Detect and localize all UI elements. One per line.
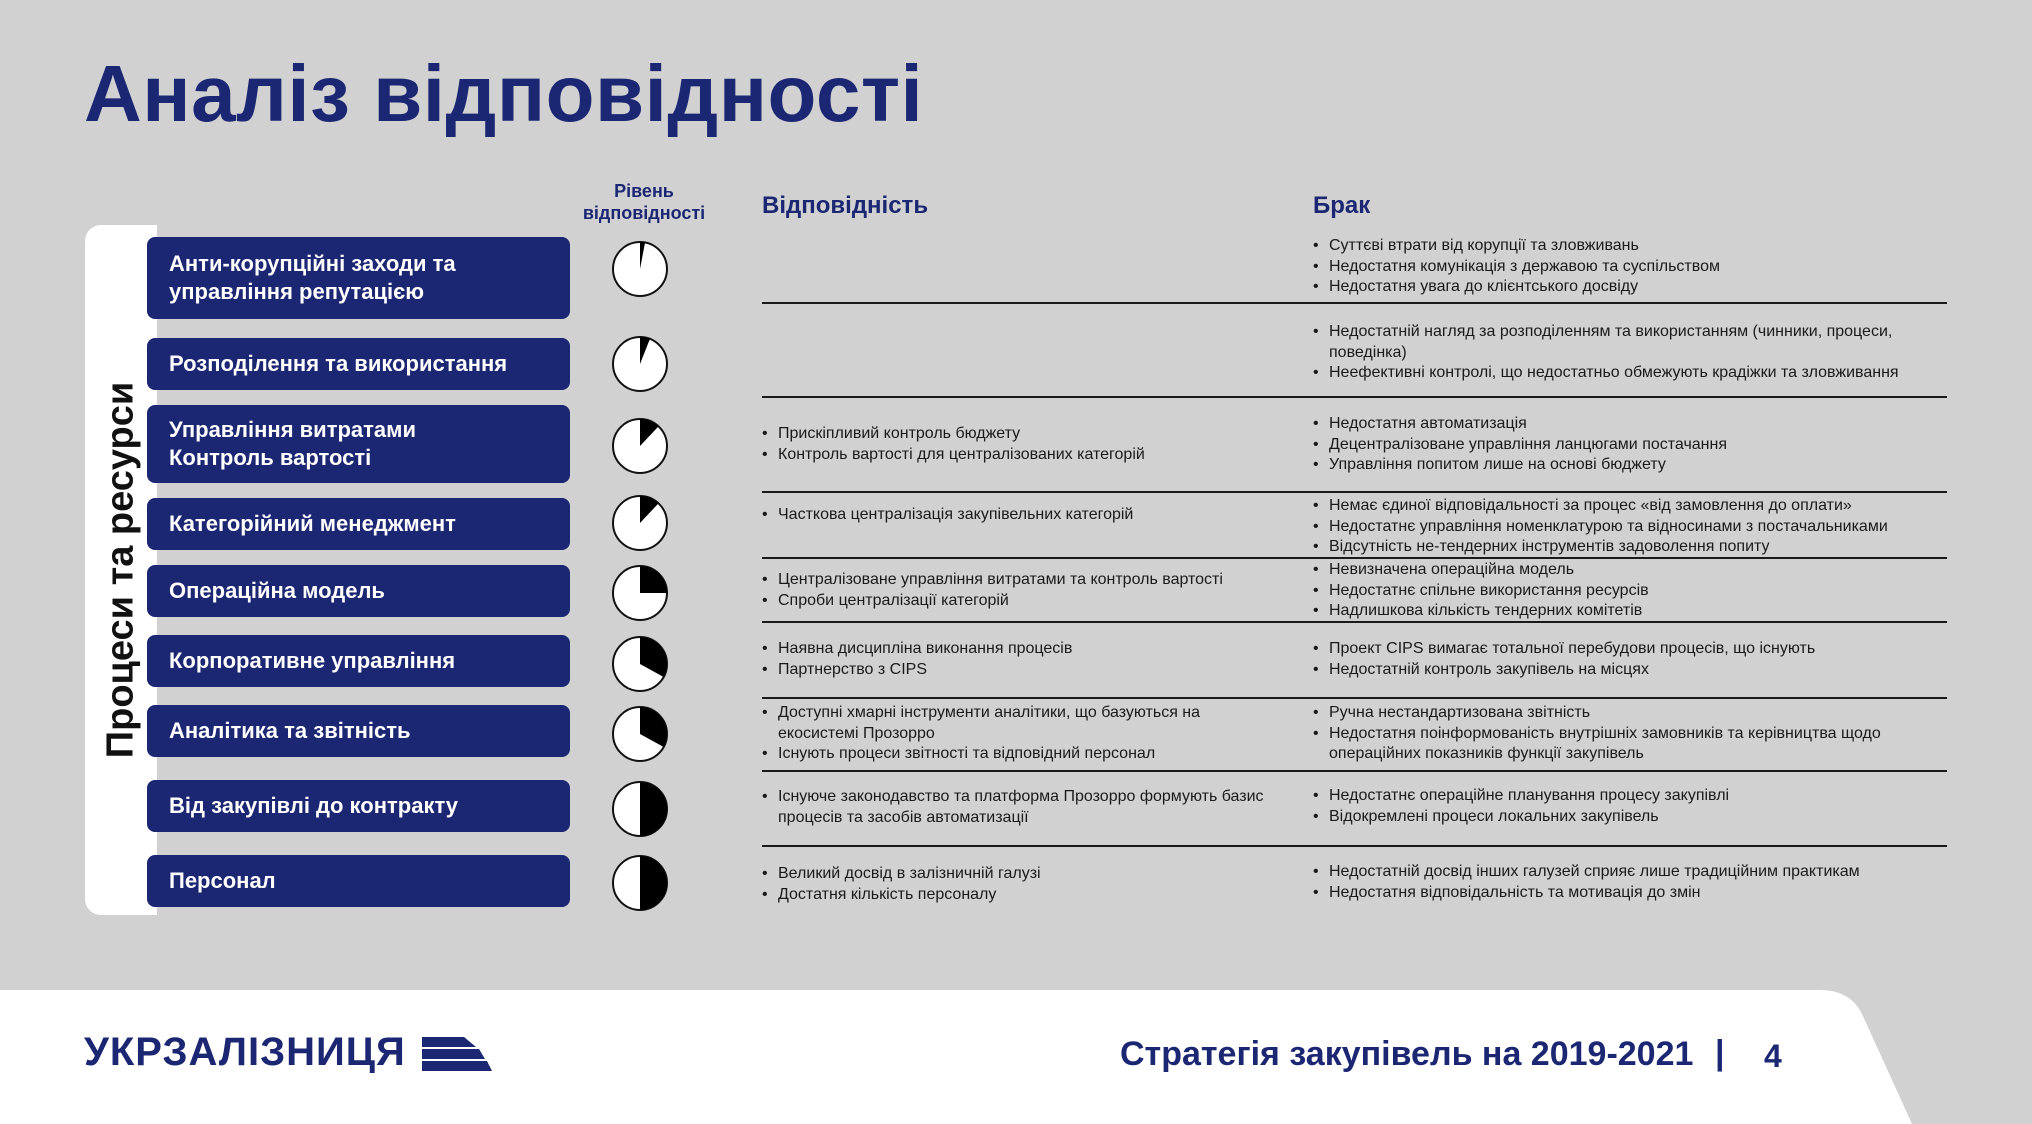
row-label-line: Аналітика та звітність	[169, 718, 411, 743]
row-label-line: Операційна модель	[169, 578, 385, 603]
row-label	[147, 405, 570, 483]
compliance-item: • Прискіпливий контроль бюджету	[762, 424, 1282, 445]
page-number: 4	[1764, 1038, 1782, 1074]
row-separator	[762, 396, 1947, 398]
row-label	[147, 705, 570, 757]
row-label	[147, 635, 570, 687]
gap-item: • Недостатня поінформованість внутрішніх замовників та керівництва щодо операційних показників функції закупівель	[1313, 724, 1943, 765]
row-separator	[762, 770, 1947, 772]
compliance-list	[762, 787, 1282, 828]
compliance-list	[762, 639, 1282, 680]
row-separator	[762, 557, 1947, 559]
header-compliance-level: Рівень відповідності	[582, 181, 706, 223]
row-label-line: Від закупівлі до контракту	[169, 793, 459, 818]
compliance-list	[762, 505, 1282, 526]
compliance-level-pie-icon	[611, 635, 669, 693]
compliance-level-pie-icon	[611, 564, 669, 622]
row-separator	[762, 621, 1947, 623]
compliance-item: • Спроби централізації категорій	[762, 591, 1282, 612]
gap-item: • Немає єдиної відповідальності за процес «від замовлення до оплати»	[1313, 496, 1943, 517]
compliance-item: • Існуюче законодавство та платформа Прозорро формують базис процесів та засобів автоматизації	[762, 787, 1282, 828]
row-label-line: Персонал	[169, 868, 276, 893]
row-label-line: Управління витратами	[169, 417, 416, 442]
compliance-level-pie-icon	[611, 240, 669, 298]
gap-list	[1313, 639, 1943, 680]
compliance-item: • Існують процеси звітності та відповідний персонал	[762, 744, 1282, 765]
row-label	[147, 855, 570, 907]
gap-list	[1313, 496, 1943, 558]
gap-item: • Ручна нестандартизована звітність	[1313, 703, 1943, 724]
compliance-level-fill	[640, 856, 667, 910]
row-label	[147, 780, 570, 832]
compliance-level-pie-icon	[611, 854, 669, 912]
gap-item: • Недостатній досвід інших галузей сприяє лише традиційним практикам	[1313, 862, 1943, 883]
compliance-level-pie-icon	[611, 780, 669, 838]
gap-list	[1313, 414, 1943, 476]
row-label	[147, 565, 570, 617]
compliance-item: • Великий досвід в залізничній галузі	[762, 864, 1282, 885]
page-title: Аналіз відповідності	[84, 49, 924, 138]
compliance-level-fill	[640, 566, 667, 593]
side-label: Процеси та ресурси	[99, 381, 142, 759]
row-separator	[762, 845, 1947, 847]
gap-item: • Управління попитом лише на основі бюджету	[1313, 455, 1943, 476]
compliance-list	[762, 703, 1282, 765]
gap-list	[1313, 560, 1943, 622]
compliance-list	[762, 864, 1282, 905]
compliance-item: • Достатня кількість персоналу	[762, 885, 1282, 906]
header-compliance: Відповідність	[762, 192, 929, 219]
row-label-line: Розподілення та використання	[169, 351, 508, 376]
gap-item: • Недостатня автоматизація	[1313, 414, 1943, 435]
row-label	[147, 237, 570, 319]
compliance-level-pie-icon	[611, 335, 669, 393]
gap-list	[1313, 786, 1943, 827]
compliance-item: • Наявна дисципліна виконання процесів	[762, 639, 1282, 660]
gap-list	[1313, 862, 1943, 903]
footer-separator: |	[1715, 1034, 1725, 1072]
gap-item: • Недостатнє управління номенклатурою та відносинами з постачальниками	[1313, 517, 1943, 538]
gap-item: • Недостатній нагляд за розподіленням та використанням (чинники, процеси, поведінка)	[1313, 322, 1943, 363]
gap-list	[1313, 703, 1943, 765]
gap-item: • Недостатня відповідальність та мотивація до змін	[1313, 883, 1943, 904]
gap-item: • Проект CIPS вимагає тотальної перебудови процесів, що існують	[1313, 639, 1943, 660]
gap-item: • Відсутність не-тендерних інструментів задоволення попиту	[1313, 537, 1943, 558]
compliance-list	[762, 424, 1282, 465]
gap-item: • Недостатня увага до клієнтського досвіду	[1313, 277, 1943, 298]
brand-logo-text: УКРЗАЛІЗНИЦЯ	[84, 1030, 406, 1074]
compliance-item: • Централізоване управління витратами та контроль вартості	[762, 570, 1282, 591]
gap-list	[1313, 236, 1943, 298]
compliance-level-pie-icon	[611, 705, 669, 763]
row-label	[147, 338, 570, 390]
gap-item: • Недостатнє операційне планування процесу закупівлі	[1313, 786, 1943, 807]
compliance-level-fill	[640, 782, 667, 836]
gap-item: • Недостатня комунікація з державою та суспільством	[1313, 257, 1943, 278]
row-separator	[762, 491, 1947, 493]
gap-item: • Суттєві втрати від корупції та зловживань	[1313, 236, 1943, 257]
row-label-line: Контроль вартості	[169, 445, 372, 470]
row-separator	[762, 302, 1947, 304]
compliance-item: • Доступні хмарні інструменти аналітики, що базуються на екосистемі Прозорро	[762, 703, 1282, 744]
compliance-level-pie-icon	[611, 417, 669, 475]
gap-item: • Невизначена операційна модель	[1313, 560, 1943, 581]
compliance-level-pie-icon	[611, 494, 669, 552]
gap-item: • Недостатнє спільне використання ресурсів	[1313, 581, 1943, 602]
gap-item: • Відокремлені процеси локальних закупівель	[1313, 807, 1943, 828]
gap-item: • Децентралізоване управління ланцюгами постачання	[1313, 435, 1943, 456]
gap-item: • Недостатній контроль закупівель на місцях	[1313, 660, 1943, 681]
gap-list	[1313, 322, 1943, 384]
compliance-list	[762, 570, 1282, 611]
row-separator	[762, 697, 1947, 699]
row-label-line: Категорійний менеджмент	[169, 511, 456, 536]
compliance-item: • Часткова централізація закупівельних категорій	[762, 505, 1282, 526]
row-label-line: Корпоративне управління	[169, 648, 456, 673]
row-label	[147, 498, 570, 550]
gap-item: • Надлишкова кількість тендерних комітетів	[1313, 601, 1943, 622]
compliance-item: • Партнерство з CIPS	[762, 660, 1282, 681]
footer-strategy-text: Стратегія закупівель на 2019-2021	[1120, 1035, 1694, 1073]
row-label-line: управління репутацією	[169, 279, 425, 304]
compliance-item: • Контроль вартості для централізованих категорій	[762, 445, 1282, 466]
row-label-line: Анти-корупційні заходи та	[169, 251, 456, 276]
gap-item: • Неефективні контролі, що недостатньо обмежують крадіжки та зловживання	[1313, 363, 1943, 384]
header-gap: Брак	[1313, 192, 1371, 219]
rail-stripes-logo-icon	[418, 1037, 492, 1071]
